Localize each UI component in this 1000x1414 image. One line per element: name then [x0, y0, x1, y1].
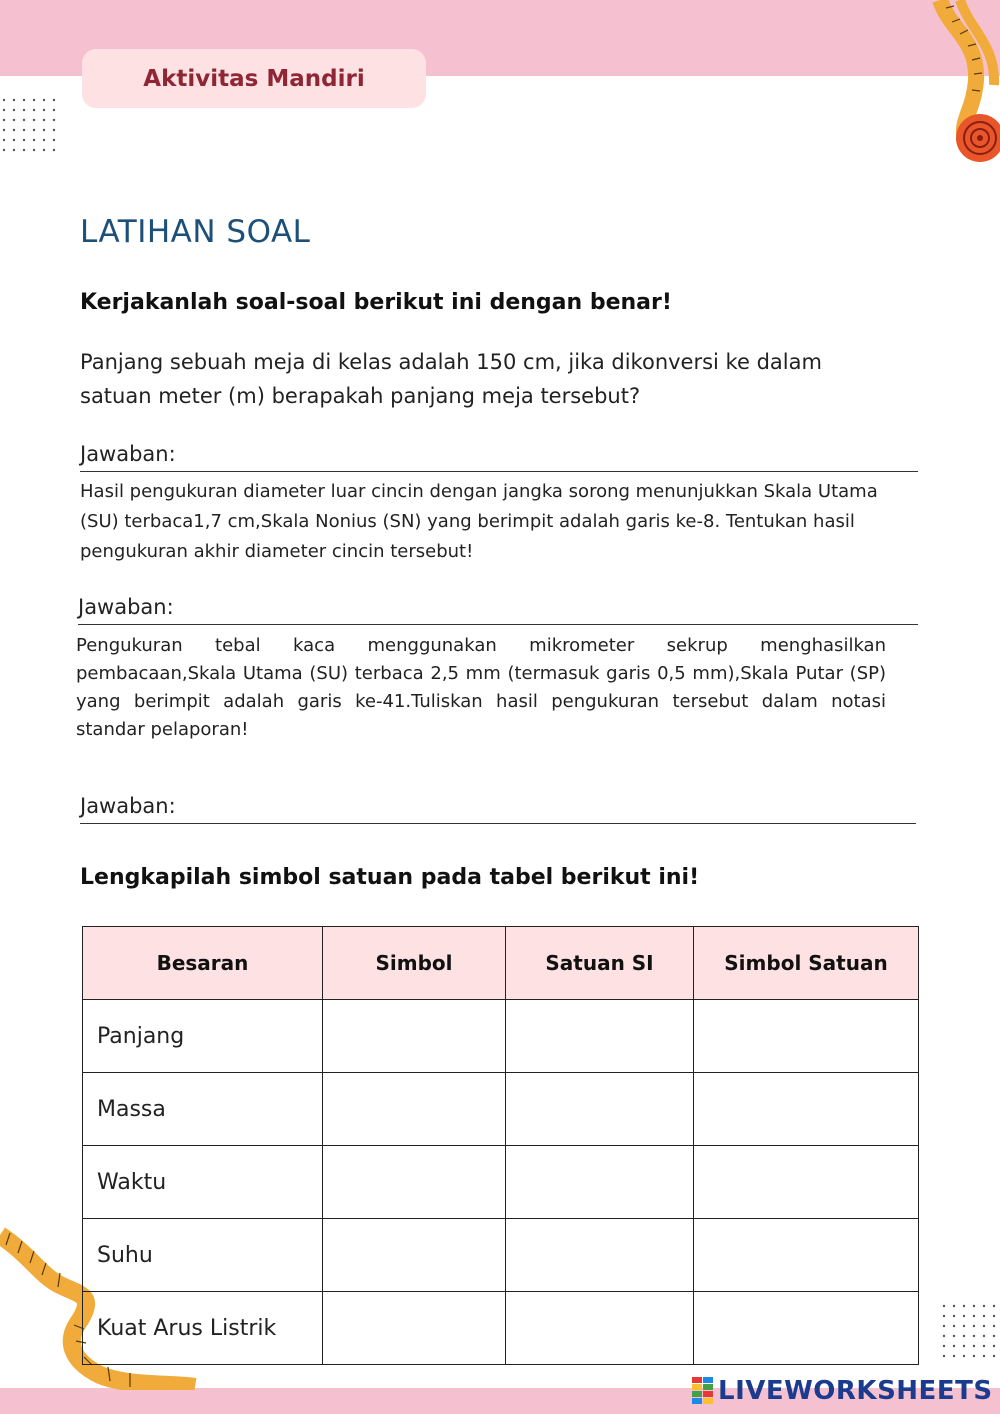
table-instruction-text: Lengkapilah simbol satuan pada tabel berikut ini!	[80, 865, 700, 890]
besaran-cell: Suhu	[83, 1219, 323, 1292]
table-header-row	[83, 927, 919, 1000]
simbol-satuan-input-cell[interactable]	[694, 1146, 919, 1219]
dot-grid-decoration	[940, 1302, 1000, 1362]
besaran-cell: Massa	[83, 1073, 323, 1146]
simbol-satuan-input-cell[interactable]	[694, 1292, 919, 1365]
dot-grid-decoration	[0, 96, 60, 152]
answer-1-line[interactable]	[80, 471, 918, 472]
header-simbol: Simbol	[323, 927, 506, 1000]
header-satuan-si: Satuan SI	[506, 927, 694, 1000]
simbol-input-cell[interactable]	[323, 1073, 506, 1146]
question-3-text: Pengukuran tebal kaca menggunakan mikrometer sekrup menghasilkan pembacaan,Skala Utama (SU) terbaca 2,5 mm (termasuk garis 0,5 mm),Skala Putar (SP) yang berimpit adalah garis ke-41.Tuliskan hasil pengukuran tersebut dalam notasi standar pelaporan!	[76, 635, 886, 740]
answer-2-line[interactable]	[78, 624, 918, 625]
answer-3-label: Jawaban:	[80, 794, 176, 818]
measuring-tape-icon	[930, 0, 1000, 170]
satuan-si-input-cell[interactable]	[506, 1219, 694, 1292]
besaran-cell: Kuat Arus Listrik	[83, 1292, 323, 1365]
question-1-text: Panjang sebuah meja di kelas adalah 150 cm, jika dikonversi ke dalam satuan meter (m) berapakah panjang meja tersebut?	[80, 350, 822, 408]
simbol-input-cell[interactable]	[323, 1000, 506, 1073]
table-row	[83, 1292, 919, 1365]
simbol-satuan-input-cell[interactable]	[694, 1219, 919, 1292]
simbol-input-cell[interactable]	[323, 1146, 506, 1219]
section-header-pill	[82, 49, 426, 108]
satuan-si-input-cell[interactable]	[506, 1146, 694, 1219]
besaran-cell: Panjang	[83, 1000, 323, 1073]
liveworksheets-brand-text: LIVEWORKSHEETS	[718, 1376, 993, 1406]
table-row	[83, 1146, 919, 1219]
section-header-label: Aktivitas Mandiri	[143, 65, 365, 92]
answer-3-line[interactable]	[80, 823, 916, 824]
liveworksheets-logo[interactable]	[692, 1376, 993, 1406]
instruction-text: Kerjakanlah soal-soal berikut ini dengan benar!	[80, 290, 672, 315]
satuan-si-input-cell[interactable]	[506, 1073, 694, 1146]
simbol-satuan-input-cell[interactable]	[694, 1000, 919, 1073]
simbol-input-cell[interactable]	[323, 1219, 506, 1292]
answer-1-label: Jawaban:	[80, 442, 176, 466]
header-simbol-satuan: Simbol Satuan	[694, 927, 919, 1000]
simbol-input-cell[interactable]	[323, 1292, 506, 1365]
satuan-si-input-cell[interactable]	[506, 1292, 694, 1365]
question-2-text: Hasil pengukuran diameter luar cincin dengan jangka sorong menunjukkan Skala Utama (SU) terbaca1,7 cm,Skala Nonius (SN) yang berimpit adalah garis ke-8. Tentukan hasil pengukuran akhir diameter cincin tersebut!	[80, 481, 878, 562]
satuan-si-input-cell[interactable]	[506, 1000, 694, 1073]
liveworksheets-mark-icon	[692, 1377, 714, 1405]
page-title: LATIHAN SOAL	[80, 214, 311, 250]
answer-2-label: Jawaban:	[78, 595, 174, 619]
header-besaran: Besaran	[83, 927, 323, 1000]
table-row	[83, 1073, 919, 1146]
table-row	[83, 1219, 919, 1292]
table-row	[83, 1000, 919, 1073]
besaran-cell: Waktu	[83, 1146, 323, 1219]
simbol-satuan-input-cell[interactable]	[694, 1073, 919, 1146]
units-table	[82, 926, 919, 1365]
